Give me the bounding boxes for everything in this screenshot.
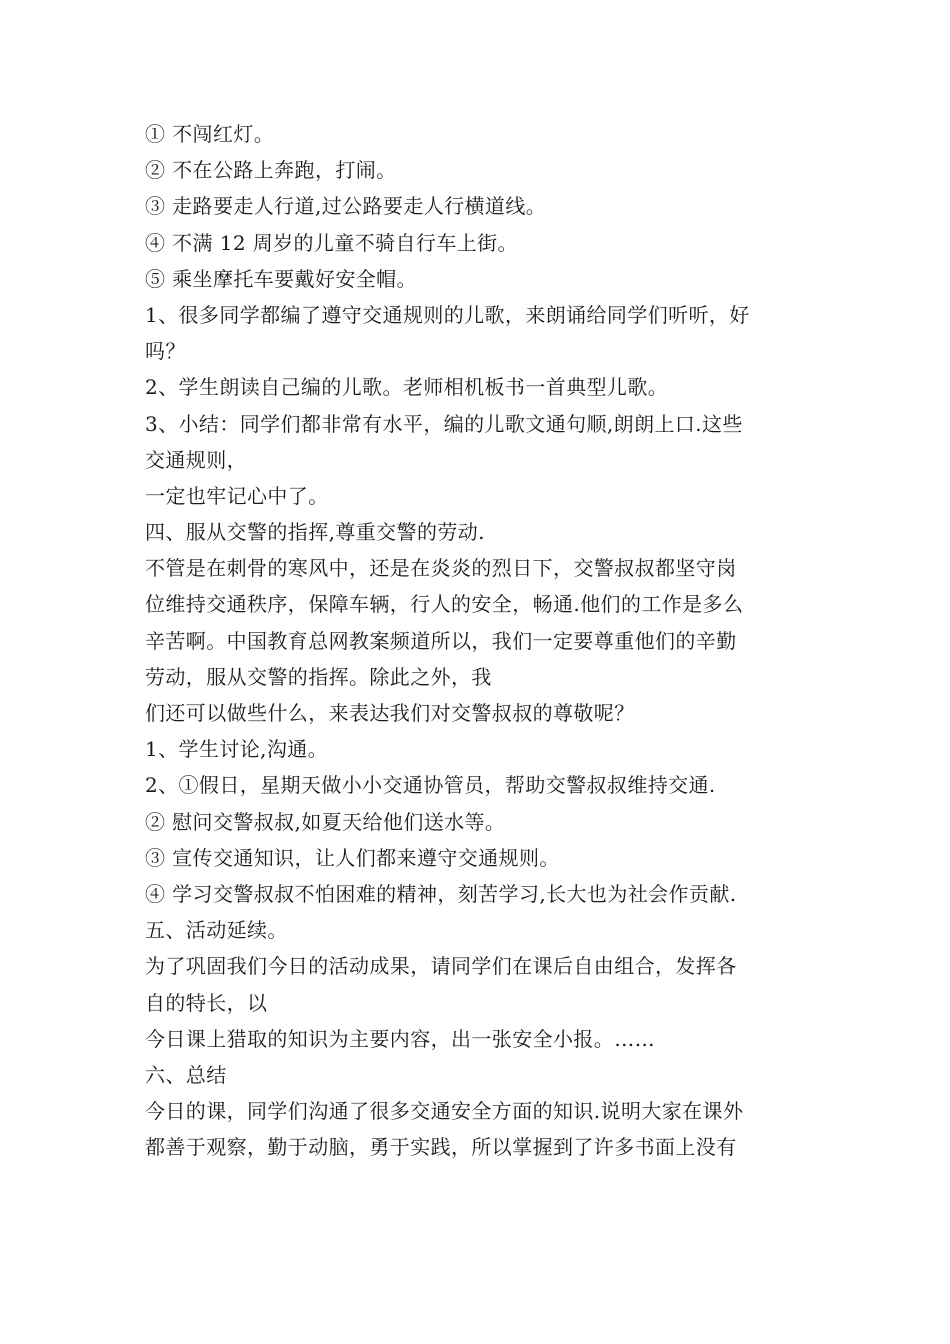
text-line: ① 不闯红灯。 [145,122,275,146]
text-line: ② 不在公路上奔跑，打闹。 [145,158,397,183]
section-heading: 五、活动延续。 [145,918,288,943]
text-line: 一定也牢记心中了。 [145,483,329,508]
text-line: 们还可以做些什么，来表达我们对交警叔叔的尊敬呢？ [145,701,635,725]
text-line: 1、很多同学都编了遵守交通规则的儿歌，来朗诵给同学们听听，好 [145,302,750,327]
text-line: ③ 走路要走人行道,过公路要走人行横道线。 [145,194,547,219]
text-line: 自的特长，以 [145,990,268,1015]
text-line: 吗？ [145,339,186,364]
text-line: 为了巩固我们今日的活动成果，请同学们在课后自由组合，发挥各 [145,954,737,979]
text-line: 劳动，服从交警的指挥。除此之外，我 [145,664,492,689]
text-line: 2、①假日，星期天做小小交通协管员，帮助交警叔叔维持交通. [145,773,716,798]
text-line: 都善于观察，勤于动脑，勇于实践，所以掌握到了许多书面上没有 [145,1135,737,1160]
text-line: 今日的课，同学们沟通了很多交通安全方面的知识.说明大家在课外 [145,1099,744,1124]
text-line: 不管是在刺骨的寒风中，还是在炎炎的烈日下，交警叔叔都坚守岗 [145,556,737,581]
text-line: 今日课上猎取的知识为主要内容，出一张安全小报。…… [145,1026,655,1051]
text-line: 交通规则， [145,447,247,472]
text-line: ⑤ 乘坐摩托车要戴好安全帽。 [145,266,417,291]
text-line: 位维持交通秩序，保障车辆，行人的安全，畅通.他们的工作是多么 [145,592,744,617]
text-line: 2、学生朗读自己编的儿歌。老师相机板书一首典型儿歌。 [145,375,669,400]
text-line: ② 慰问交警叔叔,如夏天给他们送水等。 [145,809,506,834]
text-line: 1、学生讨论,沟通。 [145,737,329,762]
section-heading: 四、服从交警的指挥,尊重交警的劳动. [145,520,485,545]
text-line: 辛苦啊。中国教育总网教案频道所以，我们一定要尊重他们的辛勤 [145,628,737,653]
text-line: ④ 不满 12 周岁的儿童不骑自行车上街。 [145,230,518,255]
text-line: 3、小结：同学们都非常有水平，编的儿歌文通句顺,朗朗上口.这些 [145,411,743,436]
section-heading: 六、总结 [145,1062,227,1087]
text-line: ④ 学习交警叔叔不怕困难的精神，刻苦学习,长大也为社会作贡献. [145,881,737,906]
document-body [145,116,810,1165]
text-line: ③ 宣传交通知识，让人们都来遵守交通规则。 [145,845,560,870]
